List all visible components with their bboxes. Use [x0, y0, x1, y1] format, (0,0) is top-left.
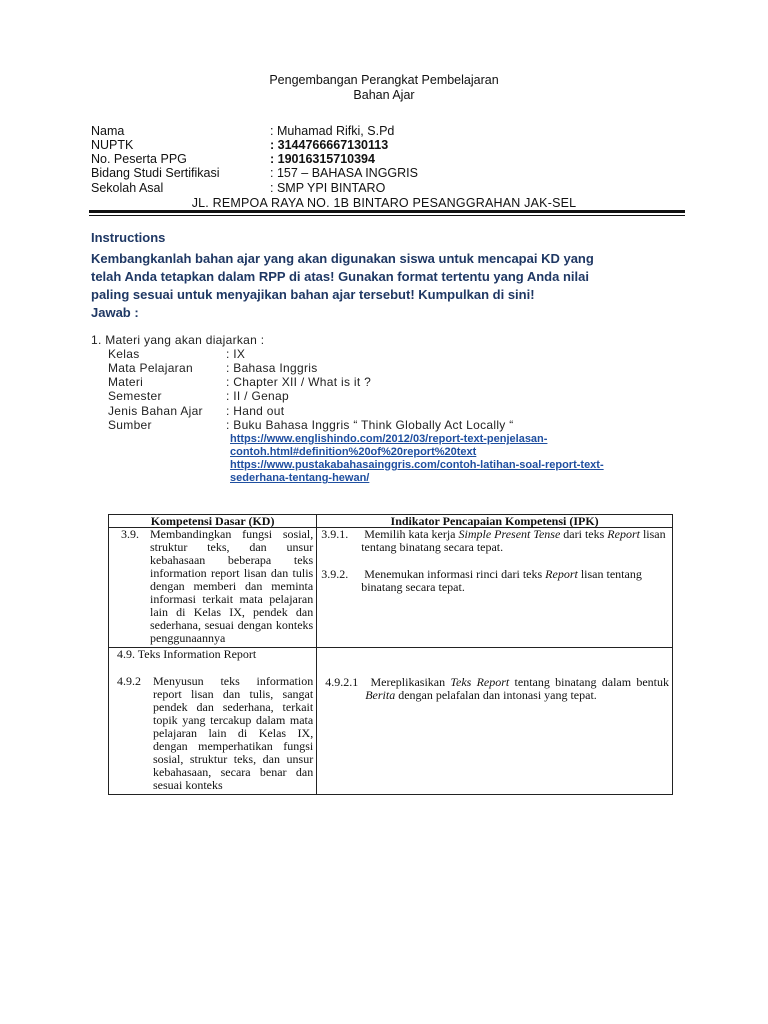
detail-value: : Bahasa Inggris	[226, 361, 318, 375]
jawab-heading: Jawab :	[91, 305, 139, 320]
ipk-text: tentang binatang dalam bentuk	[514, 675, 670, 689]
instructions-line: Kembangkanlah bahan ajar yang akan digunakan siswa untuk mencapai KD yang	[91, 251, 594, 266]
kd-cell	[109, 648, 317, 795]
table-row	[109, 648, 673, 795]
instructions-line: paling sesuai untuk menyajikan bahan ajar tersebut! Kumpulkan di sini!	[91, 287, 535, 302]
detail-label: Mata Pelajaran	[108, 361, 193, 375]
identity-value: : 3144766667130113	[270, 138, 389, 152]
ipk-cell	[317, 648, 673, 795]
materi-heading: 1. Materi yang akan diajarkan :	[91, 333, 265, 347]
ipk-emphasis: Report	[545, 567, 578, 581]
detail-value: : Buku Bahasa Inggris “ Think Globally Act Locally “	[226, 418, 514, 432]
ipk-emphasis: Berita	[365, 688, 396, 702]
header-divider	[89, 210, 685, 213]
detail-label: Jenis Bahan Ajar	[108, 404, 203, 418]
identity-label: Bidang Studi Sertifikasi	[91, 166, 220, 180]
source-link[interactable]: https://www.pustakabahasainggris.com/contoh-latihan-soal-report-text-	[230, 459, 604, 471]
identity-value: : 19016315710394	[270, 152, 375, 166]
detail-label: Materi	[108, 375, 144, 389]
ipk-number: 4.9.2.1	[325, 675, 359, 689]
source-link[interactable]: https://www.englishindo.com/2012/03/report-text-penjelasan-	[230, 433, 548, 445]
ipk-item	[317, 528, 672, 556]
competency-table	[108, 514, 673, 795]
ipk-cell	[317, 528, 673, 648]
identity-label: Sekolah Asal	[91, 181, 164, 195]
kd-text: Membandingkan fungsi sosial, struktur teks, dan unsur kebahasaan beberapa teks information report lisan dan tulis dengan memberi dan meminta informasi terkait mata pelajaran lain di Kelas IX, pendek dan sederhana, sesuai dengan konteks penggunaannya	[150, 527, 314, 645]
ipk-emphasis: Simple Present Tense	[458, 527, 561, 541]
ipk-text: Menemukan informasi rinci dari teks	[364, 567, 543, 581]
identity-label: NUPTK	[91, 138, 134, 152]
ipk-emphasis: Teks Report	[450, 675, 510, 689]
instructions-title: Instructions	[91, 230, 166, 245]
detail-label: Sumber	[108, 418, 152, 432]
kd-number: 3.9.	[121, 527, 139, 541]
ipk-number: 3.9.2.	[321, 567, 349, 581]
table-header-kd: Kompetensi Dasar (KD)	[109, 515, 317, 528]
ipk-text: lisan tentang binatang secara tepat.	[361, 527, 666, 554]
document-subtitle: Bahan Ajar	[353, 88, 415, 102]
source-link[interactable]: contoh.html#definition%20of%20report%20text	[230, 446, 477, 458]
ipk-text: lisan tentang binatang secara tepat.	[361, 567, 642, 594]
document-title: Pengembangan Perangkat Pembelajaran	[269, 73, 499, 87]
identity-value: : Muhamad Rifki, S.Pd	[270, 124, 395, 138]
kd-cell	[109, 528, 317, 648]
table-row	[109, 528, 673, 648]
table-header-ipk: Indikator Pencapaian Kompetensi (IPK)	[317, 515, 673, 528]
detail-label: Kelas	[108, 347, 140, 361]
detail-label: Semester	[108, 389, 162, 403]
ipk-emphasis: Report	[607, 527, 640, 541]
school-address: JL. REMPOA RAYA NO. 1B BINTARO PESANGGRAHAN JAK-SEL	[191, 196, 577, 210]
instructions-line: telah Anda tetapkan dalam RPP di atas! Gunakan format tertentu yang Anda nilai	[91, 269, 589, 284]
table-header-row	[109, 515, 673, 528]
detail-value: : II / Genap	[226, 389, 289, 403]
detail-value: : Hand out	[226, 404, 285, 418]
ipk-text: dari teks	[563, 527, 605, 541]
header-divider-thin	[89, 215, 685, 216]
detail-value: : Chapter XII / What is it ?	[226, 375, 372, 389]
instructions-text	[91, 250, 691, 304]
identity-label: Nama	[91, 124, 125, 138]
kd-item	[109, 675, 316, 794]
kd-item	[109, 528, 316, 647]
ipk-number: 3.9.1.	[321, 527, 349, 541]
ipk-item	[317, 676, 672, 704]
kd-number: 4.9.2	[117, 674, 141, 688]
detail-value: : IX	[226, 347, 246, 361]
source-link[interactable]: sederhana-tentang-hewan/	[230, 472, 370, 484]
kd-heading: 4.9. Teks Information Report	[117, 647, 257, 661]
kd-text: Menyusun teks information report lisan dan tulis, sangat pendek dan sederhana, terkait topik yang tercakup dalam mata pelajaran lain di Kelas IX, dengan memperhatikan fungsi sosial, struktur teks, dan unsur kebahasaan, secara benar dan sesuai konteks	[153, 674, 314, 792]
identity-value: : 157 – BAHASA INGGRIS	[270, 166, 418, 180]
ipk-text: dengan pelafalan dan intonasi yang tepat.	[398, 688, 597, 702]
ipk-text: Mereplikasikan	[370, 675, 446, 689]
ipk-text: Memilih kata kerja	[364, 527, 456, 541]
identity-label: No. Peserta PPG	[91, 152, 187, 166]
ipk-item	[317, 568, 672, 596]
identity-value: : SMP YPI BINTARO	[270, 181, 386, 195]
